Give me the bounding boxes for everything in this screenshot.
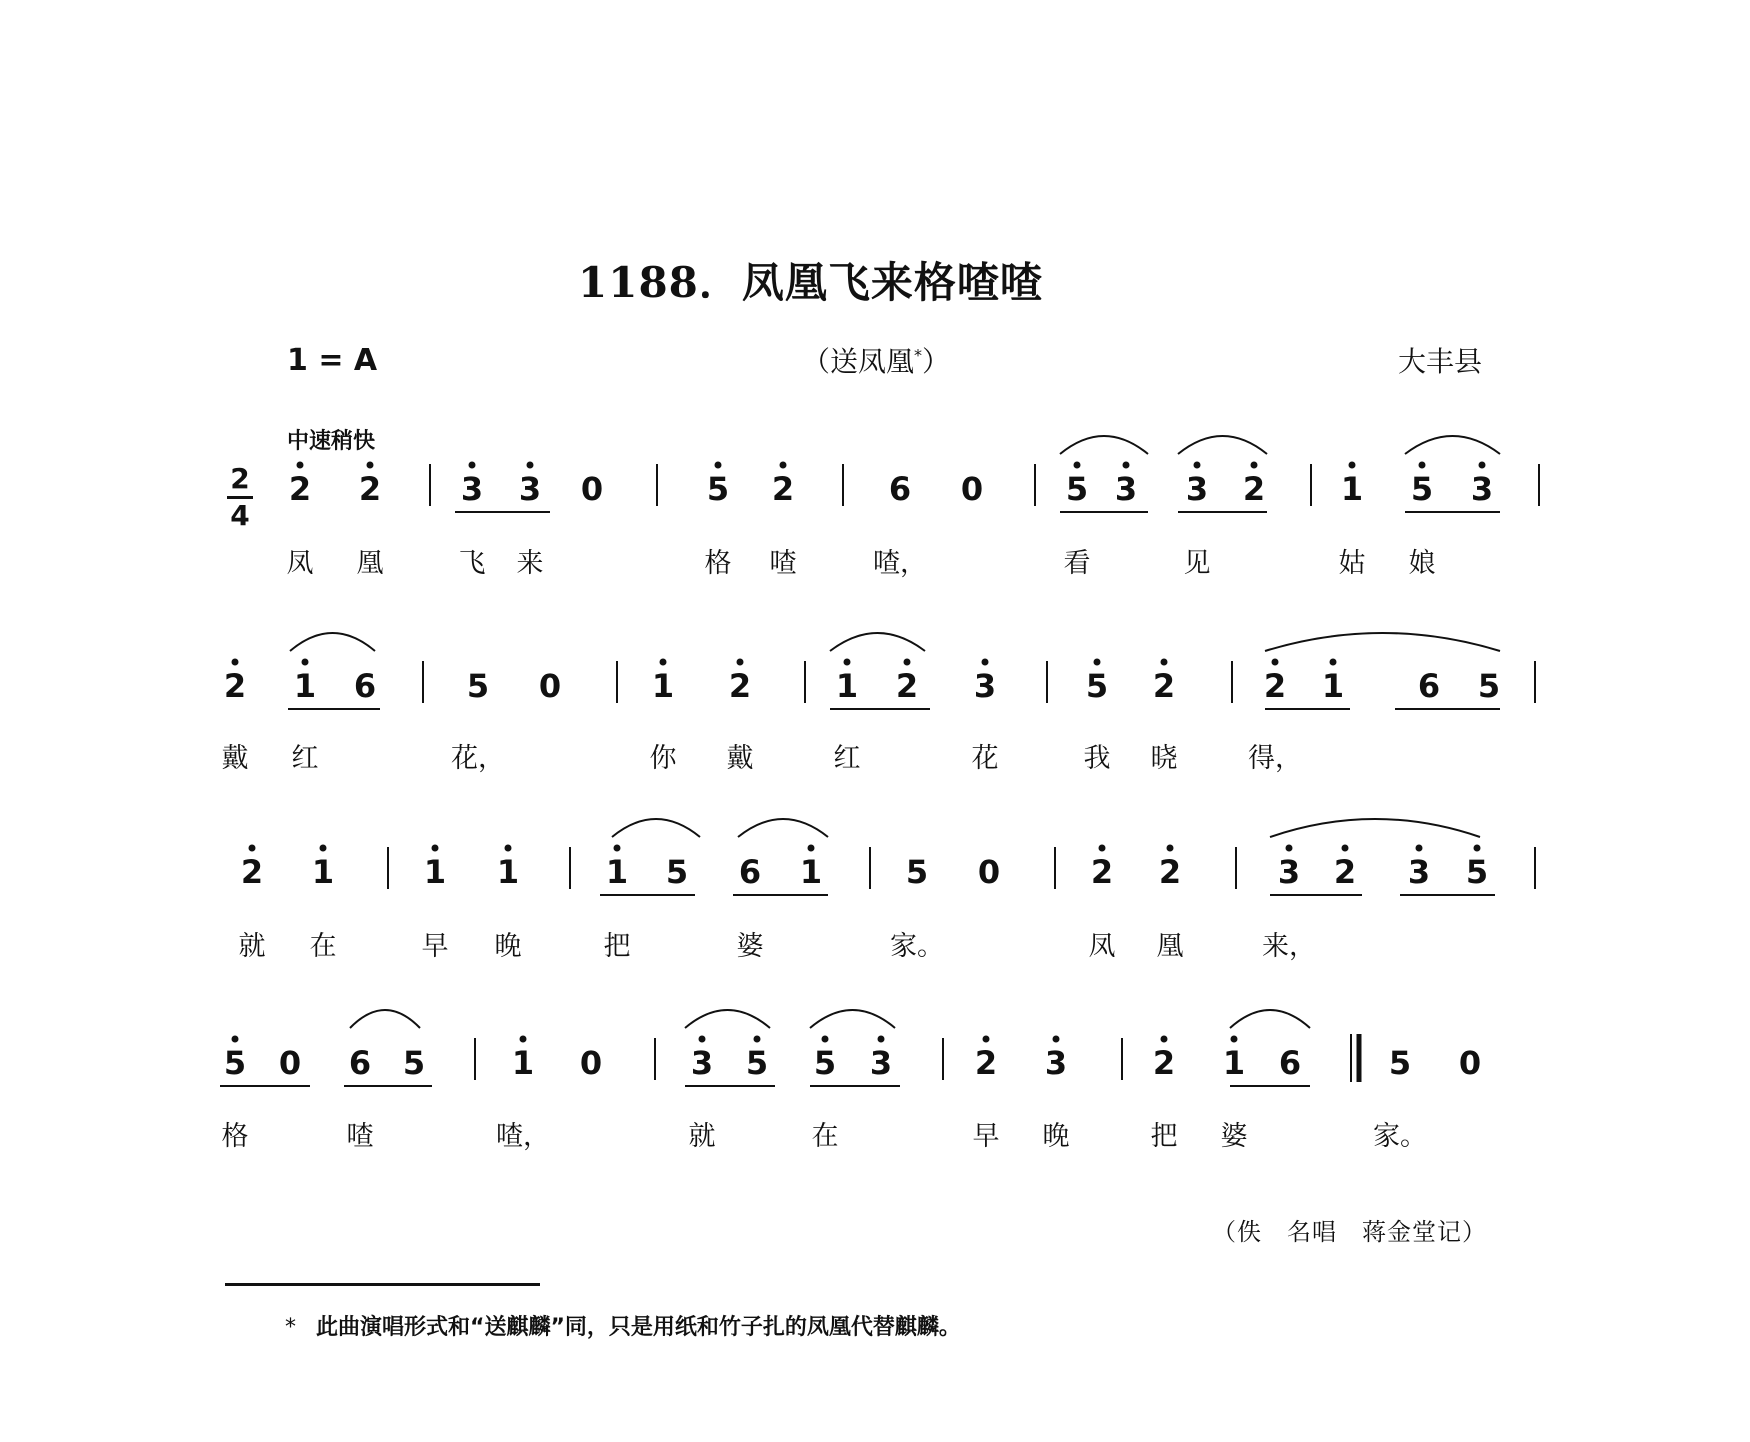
note: 5 (745, 1044, 769, 1082)
high-octave-dot (780, 462, 787, 469)
high-octave-dot (983, 1036, 990, 1043)
high-octave-dot (982, 659, 989, 666)
note: 5 (1085, 667, 1109, 705)
note: 5 (1388, 1044, 1412, 1082)
high-octave-dot (520, 1036, 527, 1043)
note: 1 (511, 1044, 535, 1082)
high-octave-dot (737, 659, 744, 666)
note: 2 (1263, 667, 1287, 705)
note: 1 (1340, 470, 1364, 508)
subtitle-text: （送凤凰 (802, 345, 915, 378)
high-octave-dot (1123, 462, 1130, 469)
note: 1 (311, 853, 335, 891)
high-octave-dot (1053, 1036, 1060, 1043)
performer-credit: （佚 名唱 蒋金堂记） (1212, 1218, 1487, 1246)
lyric-syllable: 早 (421, 931, 449, 962)
lyric-syllable: 晚 (1042, 1121, 1070, 1152)
lyric-syllable: 就 (238, 931, 266, 962)
footnote-text: 此曲演唱形式和“送麒麟”同，只是用纸和竹子扎的凤凰代替麒麟。 (316, 1315, 961, 1340)
high-octave-dot (1286, 845, 1293, 852)
lyric-syllable: 见 (1183, 548, 1211, 579)
high-octave-dot (297, 462, 304, 469)
lyric-syllable: 凰 (1156, 931, 1184, 962)
note: 3 (460, 470, 484, 508)
note: 5 (905, 853, 929, 891)
note: 2 (358, 470, 382, 508)
footnote (285, 1310, 961, 1341)
high-octave-dot (527, 462, 534, 469)
footnote-mark: * (285, 1315, 296, 1340)
high-octave-dot (1330, 659, 1337, 666)
high-octave-dot (715, 462, 722, 469)
high-octave-dot (1231, 1036, 1238, 1043)
note: 5 (466, 667, 490, 705)
lyric-syllable: 喳， (496, 1121, 550, 1152)
high-octave-dot (1419, 462, 1426, 469)
note: 0 (1458, 1044, 1482, 1082)
note: 3 (690, 1044, 714, 1082)
high-octave-dot (232, 659, 239, 666)
high-octave-dot (1161, 1036, 1168, 1043)
slur (1265, 633, 1500, 651)
note: 3 (1277, 853, 1301, 891)
note: 1 (1222, 1044, 1246, 1082)
note: 3 (1114, 470, 1138, 508)
lyric-syllable: 格 (221, 1121, 249, 1152)
note: 3 (1044, 1044, 1068, 1082)
note: 5 (813, 1044, 837, 1082)
note: 0 (278, 1044, 302, 1082)
note: 1 (293, 667, 317, 705)
slur (810, 1010, 895, 1028)
high-octave-dot (367, 462, 374, 469)
lyric-syllable: 把 (1150, 1121, 1178, 1152)
high-octave-dot (1416, 845, 1423, 852)
note: 1 (651, 667, 675, 705)
note: 3 (1470, 470, 1494, 508)
high-octave-dot (1094, 659, 1101, 666)
high-octave-dot (614, 845, 621, 852)
note: 1 (423, 853, 447, 891)
high-octave-dot (754, 1036, 761, 1043)
lyric-syllable: 在 (309, 931, 337, 962)
note: 5 (223, 1044, 247, 1082)
note: 0 (960, 470, 984, 508)
note: 0 (977, 853, 1001, 891)
high-octave-dot (1349, 462, 1356, 469)
lyric-syllable: 花， (451, 743, 505, 774)
note: 5 (402, 1044, 426, 1082)
lyric-syllable: 姑 (1338, 548, 1366, 579)
high-octave-dot (699, 1036, 706, 1043)
lyric-syllable: 家。 (1373, 1121, 1427, 1152)
lyric-syllable: 得， (1248, 743, 1302, 774)
note: 5 (665, 853, 689, 891)
high-octave-dot (1342, 845, 1349, 852)
lyric-syllable: 花 (971, 743, 999, 774)
lyric-syllable: 早 (972, 1121, 1000, 1152)
note: 6 (1278, 1044, 1302, 1082)
lyric-syllable: 来， (1262, 931, 1316, 962)
high-octave-dot (505, 845, 512, 852)
high-octave-dot (1167, 845, 1174, 852)
note: 5 (1065, 470, 1089, 508)
slur (1230, 1010, 1310, 1028)
note: 6 (888, 470, 912, 508)
lyric-syllable: 飞 (458, 548, 486, 579)
note: 2 (895, 667, 919, 705)
lyric-syllable: 凤 (1088, 931, 1116, 962)
slur (685, 1010, 770, 1028)
lyric-syllable: 红 (291, 743, 319, 774)
note: 5 (1465, 853, 1489, 891)
high-octave-dot (1099, 845, 1106, 852)
note: 6 (1417, 667, 1441, 705)
lyric-syllable: 家。 (890, 931, 944, 962)
lyric-syllable: 我 (1083, 743, 1111, 774)
note: 1 (605, 853, 629, 891)
high-octave-dot (432, 845, 439, 852)
note: 1 (799, 853, 823, 891)
slur (1270, 819, 1480, 837)
lyric-syllable: 婆 (736, 931, 764, 962)
note: 2 (1152, 667, 1176, 705)
high-octave-dot (904, 659, 911, 666)
slur (1060, 436, 1148, 454)
high-octave-dot (878, 1036, 885, 1043)
high-octave-dot (844, 659, 851, 666)
note: 3 (973, 667, 997, 705)
lyric-syllable: 喳 (769, 548, 797, 579)
lyric-syllable: 凤 (286, 548, 314, 579)
slur (830, 633, 925, 651)
note: 2 (974, 1044, 998, 1082)
lyric-syllable: 你 (649, 743, 677, 774)
lyric-syllable: 格 (704, 548, 732, 579)
note: 0 (538, 667, 562, 705)
note: 2 (1242, 470, 1266, 508)
note: 2 (771, 470, 795, 508)
note: 1 (1321, 667, 1345, 705)
note: 1 (496, 853, 520, 891)
lyric-syllable: 喳， (873, 548, 927, 579)
note: 0 (579, 1044, 603, 1082)
lyric-syllable: 凰 (356, 548, 384, 579)
footnote-rule (225, 1283, 540, 1286)
high-octave-dot (469, 462, 476, 469)
note: 2 (223, 667, 247, 705)
high-octave-dot (822, 1036, 829, 1043)
high-octave-dot (320, 845, 327, 852)
high-octave-dot (1474, 845, 1481, 852)
region-label: 大丰县 (1398, 345, 1483, 378)
page-title: 1188．凤凰飞来格喳喳 (578, 258, 1043, 307)
note: 1 (835, 667, 859, 705)
lyric-syllable: 晓 (1150, 743, 1178, 774)
lyric-syllable: 婆 (1220, 1121, 1248, 1152)
high-octave-dot (1272, 659, 1279, 666)
high-octave-dot (660, 659, 667, 666)
lyric-syllable: 红 (833, 743, 861, 774)
note: 3 (1407, 853, 1431, 891)
note: 3 (518, 470, 542, 508)
lyric-syllable: 在 (811, 1121, 839, 1152)
lyric-syllable: 就 (688, 1121, 716, 1152)
note: 2 (1158, 853, 1182, 891)
lyric-syllable: 戴 (221, 743, 249, 774)
note: 2 (288, 470, 312, 508)
high-octave-dot (1479, 462, 1486, 469)
note: 5 (706, 470, 730, 508)
lyric-syllable: 晚 (494, 931, 522, 962)
note: 5 (1410, 470, 1434, 508)
note: 2 (1152, 1044, 1176, 1082)
time-signature-denominator: 4 (230, 499, 250, 532)
note: 3 (1185, 470, 1209, 508)
note: 6 (348, 1044, 372, 1082)
note: 3 (869, 1044, 893, 1082)
high-octave-dot (808, 845, 815, 852)
slur (738, 819, 828, 837)
high-octave-dot (1194, 462, 1201, 469)
note: 6 (738, 853, 762, 891)
high-octave-dot (1074, 462, 1081, 469)
subtitle-close: ） (922, 345, 951, 378)
high-octave-dot (1251, 462, 1258, 469)
lyric-syllable: 把 (603, 931, 631, 962)
tempo-marking: 中速稍快 (287, 429, 376, 454)
lyric-syllable: 来 (516, 548, 544, 579)
note: 2 (728, 667, 752, 705)
note: 2 (1090, 853, 1114, 891)
high-octave-dot (232, 1036, 239, 1043)
slur (350, 1010, 420, 1028)
high-octave-dot (302, 659, 309, 666)
note: 6 (353, 667, 377, 705)
footnote-marker: * (914, 345, 923, 365)
lyric-syllable: 娘 (1408, 548, 1436, 579)
time-signature-numerator: 2 (230, 462, 250, 495)
slur (290, 633, 375, 651)
lyric-syllable: 戴 (726, 743, 754, 774)
note: 2 (240, 853, 264, 891)
lyric-syllable: 看 (1063, 548, 1091, 579)
slur (1178, 436, 1267, 454)
lyric-syllable: 喳 (346, 1121, 374, 1152)
high-octave-dot (1161, 659, 1168, 666)
slur (612, 819, 700, 837)
key-signature: 1 = A (287, 343, 378, 378)
high-octave-dot (249, 845, 256, 852)
slur (1405, 436, 1500, 454)
note: 5 (1477, 667, 1501, 705)
note: 2 (1333, 853, 1357, 891)
note: 0 (580, 470, 604, 508)
